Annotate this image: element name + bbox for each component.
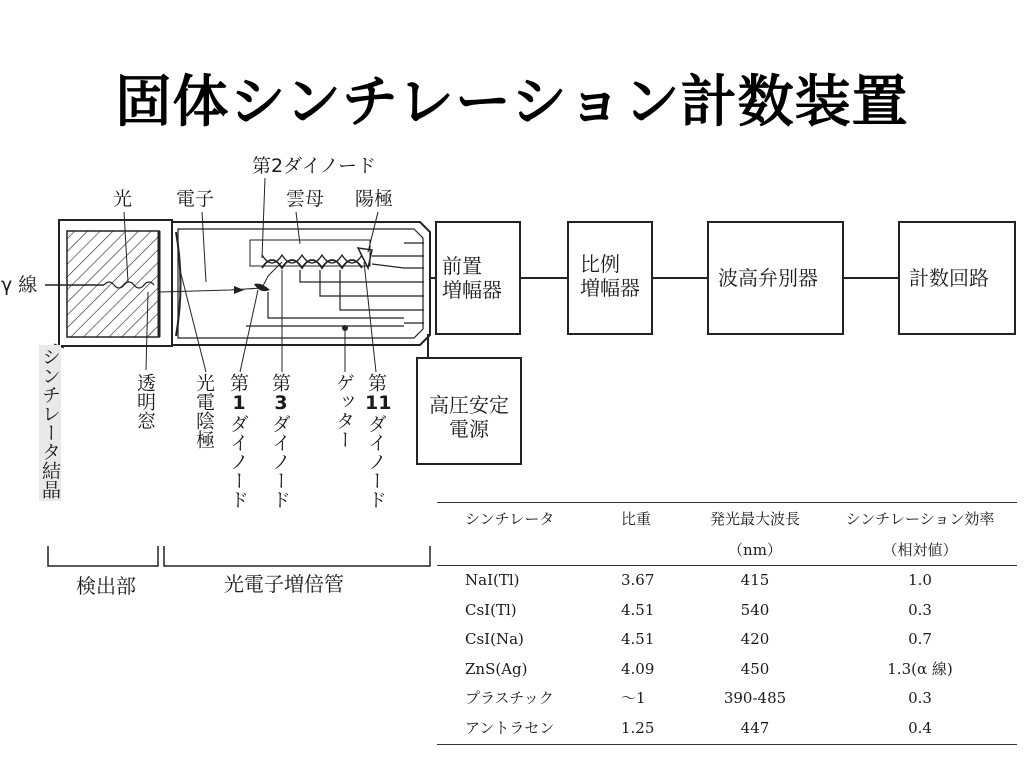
table-header-row bbox=[437, 503, 1017, 535]
preamp-label-line2: 増幅器 bbox=[442, 278, 502, 302]
preamp-label-line1: 前置 bbox=[442, 254, 482, 278]
label-dynode1-number: 1 bbox=[232, 392, 246, 414]
label-dynode11-number: 11 bbox=[365, 392, 392, 414]
cell-efficiency: 1.0 bbox=[908, 571, 932, 589]
label-dynode11 bbox=[365, 373, 392, 509]
label-mica: 雲母 bbox=[286, 188, 325, 210]
label-dynode2: 第2ダイノード bbox=[252, 155, 376, 177]
label-dynode3-suffix: ダイノード bbox=[269, 414, 291, 509]
header-max-wavelength: 発光最大波長 bbox=[687, 503, 823, 535]
table-row bbox=[437, 655, 1017, 685]
table-row bbox=[437, 714, 1017, 744]
label-anode: 陽極 bbox=[355, 188, 394, 210]
subheader-efficiency-unit: （相対値） bbox=[823, 534, 1017, 566]
label-electron: 電子 bbox=[176, 188, 215, 210]
hv-supply-label bbox=[420, 393, 518, 441]
label-dynode11-suffix: ダイノード bbox=[365, 414, 387, 509]
header-efficiency: シンチレーション効率 bbox=[823, 503, 1017, 535]
cell-specific-gravity: 4.51 bbox=[621, 600, 655, 619]
cell-scintillator: NaI(Tl) bbox=[465, 571, 520, 589]
counter-label: 計数回路 bbox=[909, 266, 989, 290]
cell-efficiency: 0.4 bbox=[823, 714, 1017, 744]
cell-specific-gravity: 4.51 bbox=[621, 630, 655, 649]
cell-specific-gravity: ～1 bbox=[621, 689, 646, 708]
detector-bracket bbox=[48, 546, 158, 566]
cell-wavelength: 420 bbox=[740, 630, 770, 649]
cell-scintillator: アントラセン bbox=[437, 714, 617, 744]
label-detector: 検出部 bbox=[76, 574, 136, 598]
cell-specific-gravity: 3.67 bbox=[621, 571, 655, 589]
cell-specific-gravity: 1.25 bbox=[617, 714, 687, 744]
cell-wavelength: 540 bbox=[740, 600, 770, 619]
table-subheader-row bbox=[437, 534, 1017, 566]
label-transparent-window: 透明窓 bbox=[134, 373, 156, 430]
cell-wavelength: 390-485 bbox=[723, 689, 787, 708]
cell-scintillator: CsI(Na) bbox=[465, 630, 524, 649]
label-getter: ゲッター bbox=[333, 373, 355, 449]
lead-wires bbox=[246, 243, 424, 326]
hv-supply-label-line2: 電源 bbox=[449, 417, 489, 441]
cell-wavelength: 415 bbox=[740, 571, 770, 589]
label-dynode1 bbox=[229, 373, 249, 509]
cell-efficiency: 0.7 bbox=[908, 630, 932, 649]
prop-amp-label-line2: 増幅器 bbox=[580, 276, 640, 300]
table-row bbox=[437, 596, 1017, 626]
preamp-label bbox=[442, 254, 502, 302]
prop-amp-label-line1: 比例 bbox=[580, 252, 620, 276]
subheader-specific-gravity bbox=[617, 534, 687, 566]
cell-wavelength: 447 bbox=[687, 714, 823, 744]
cell-wavelength: 450 bbox=[740, 659, 770, 678]
header-specific-gravity: 比重 bbox=[617, 503, 687, 535]
label-dynode3 bbox=[271, 373, 291, 509]
cell-scintillator: プラスチック bbox=[465, 689, 554, 708]
table-row bbox=[437, 684, 1017, 714]
cell-scintillator: CsI(Tl) bbox=[465, 600, 517, 619]
label-pmt: 光電子増倍管 bbox=[224, 572, 344, 596]
label-gamma-ray: γ 線 bbox=[1, 274, 38, 296]
pmt-bracket bbox=[164, 546, 430, 566]
cell-efficiency: 1.3(α 線) bbox=[887, 659, 953, 678]
cell-efficiency: 0.3 bbox=[908, 600, 932, 619]
hv-supply-label-line1: 高圧安定 bbox=[429, 393, 509, 417]
label-dynode3-number: 3 bbox=[274, 392, 288, 414]
label-scintillator-crystal: シンチレータ結晶 bbox=[39, 347, 61, 499]
label-light: 光 bbox=[113, 188, 133, 210]
label-dynode11-prefix: 第 bbox=[365, 373, 387, 392]
label-photocathode: 光電陰極 bbox=[193, 373, 215, 449]
slide-title: 固体シンチレーション計数装置 bbox=[115, 70, 909, 135]
discriminator-label: 波高弁別器 bbox=[718, 266, 818, 290]
table-row bbox=[437, 566, 1017, 596]
label-dynode3-prefix: 第 bbox=[269, 373, 291, 392]
subheader-wavelength-unit: （nm） bbox=[687, 534, 823, 566]
table-row bbox=[437, 625, 1017, 655]
scintillator-table bbox=[437, 502, 1017, 745]
header-scintillator: シンチレータ bbox=[437, 503, 617, 535]
prop-amp-label bbox=[580, 252, 640, 300]
subheader-scintillator bbox=[437, 534, 617, 566]
label-dynode1-prefix: 第 bbox=[227, 373, 249, 392]
label-dynode1-suffix: ダイノード bbox=[227, 414, 249, 509]
cell-efficiency: 0.3 bbox=[908, 689, 932, 708]
cell-specific-gravity: 4.09 bbox=[621, 659, 655, 678]
cell-scintillator: ZnS(Ag) bbox=[465, 659, 528, 678]
